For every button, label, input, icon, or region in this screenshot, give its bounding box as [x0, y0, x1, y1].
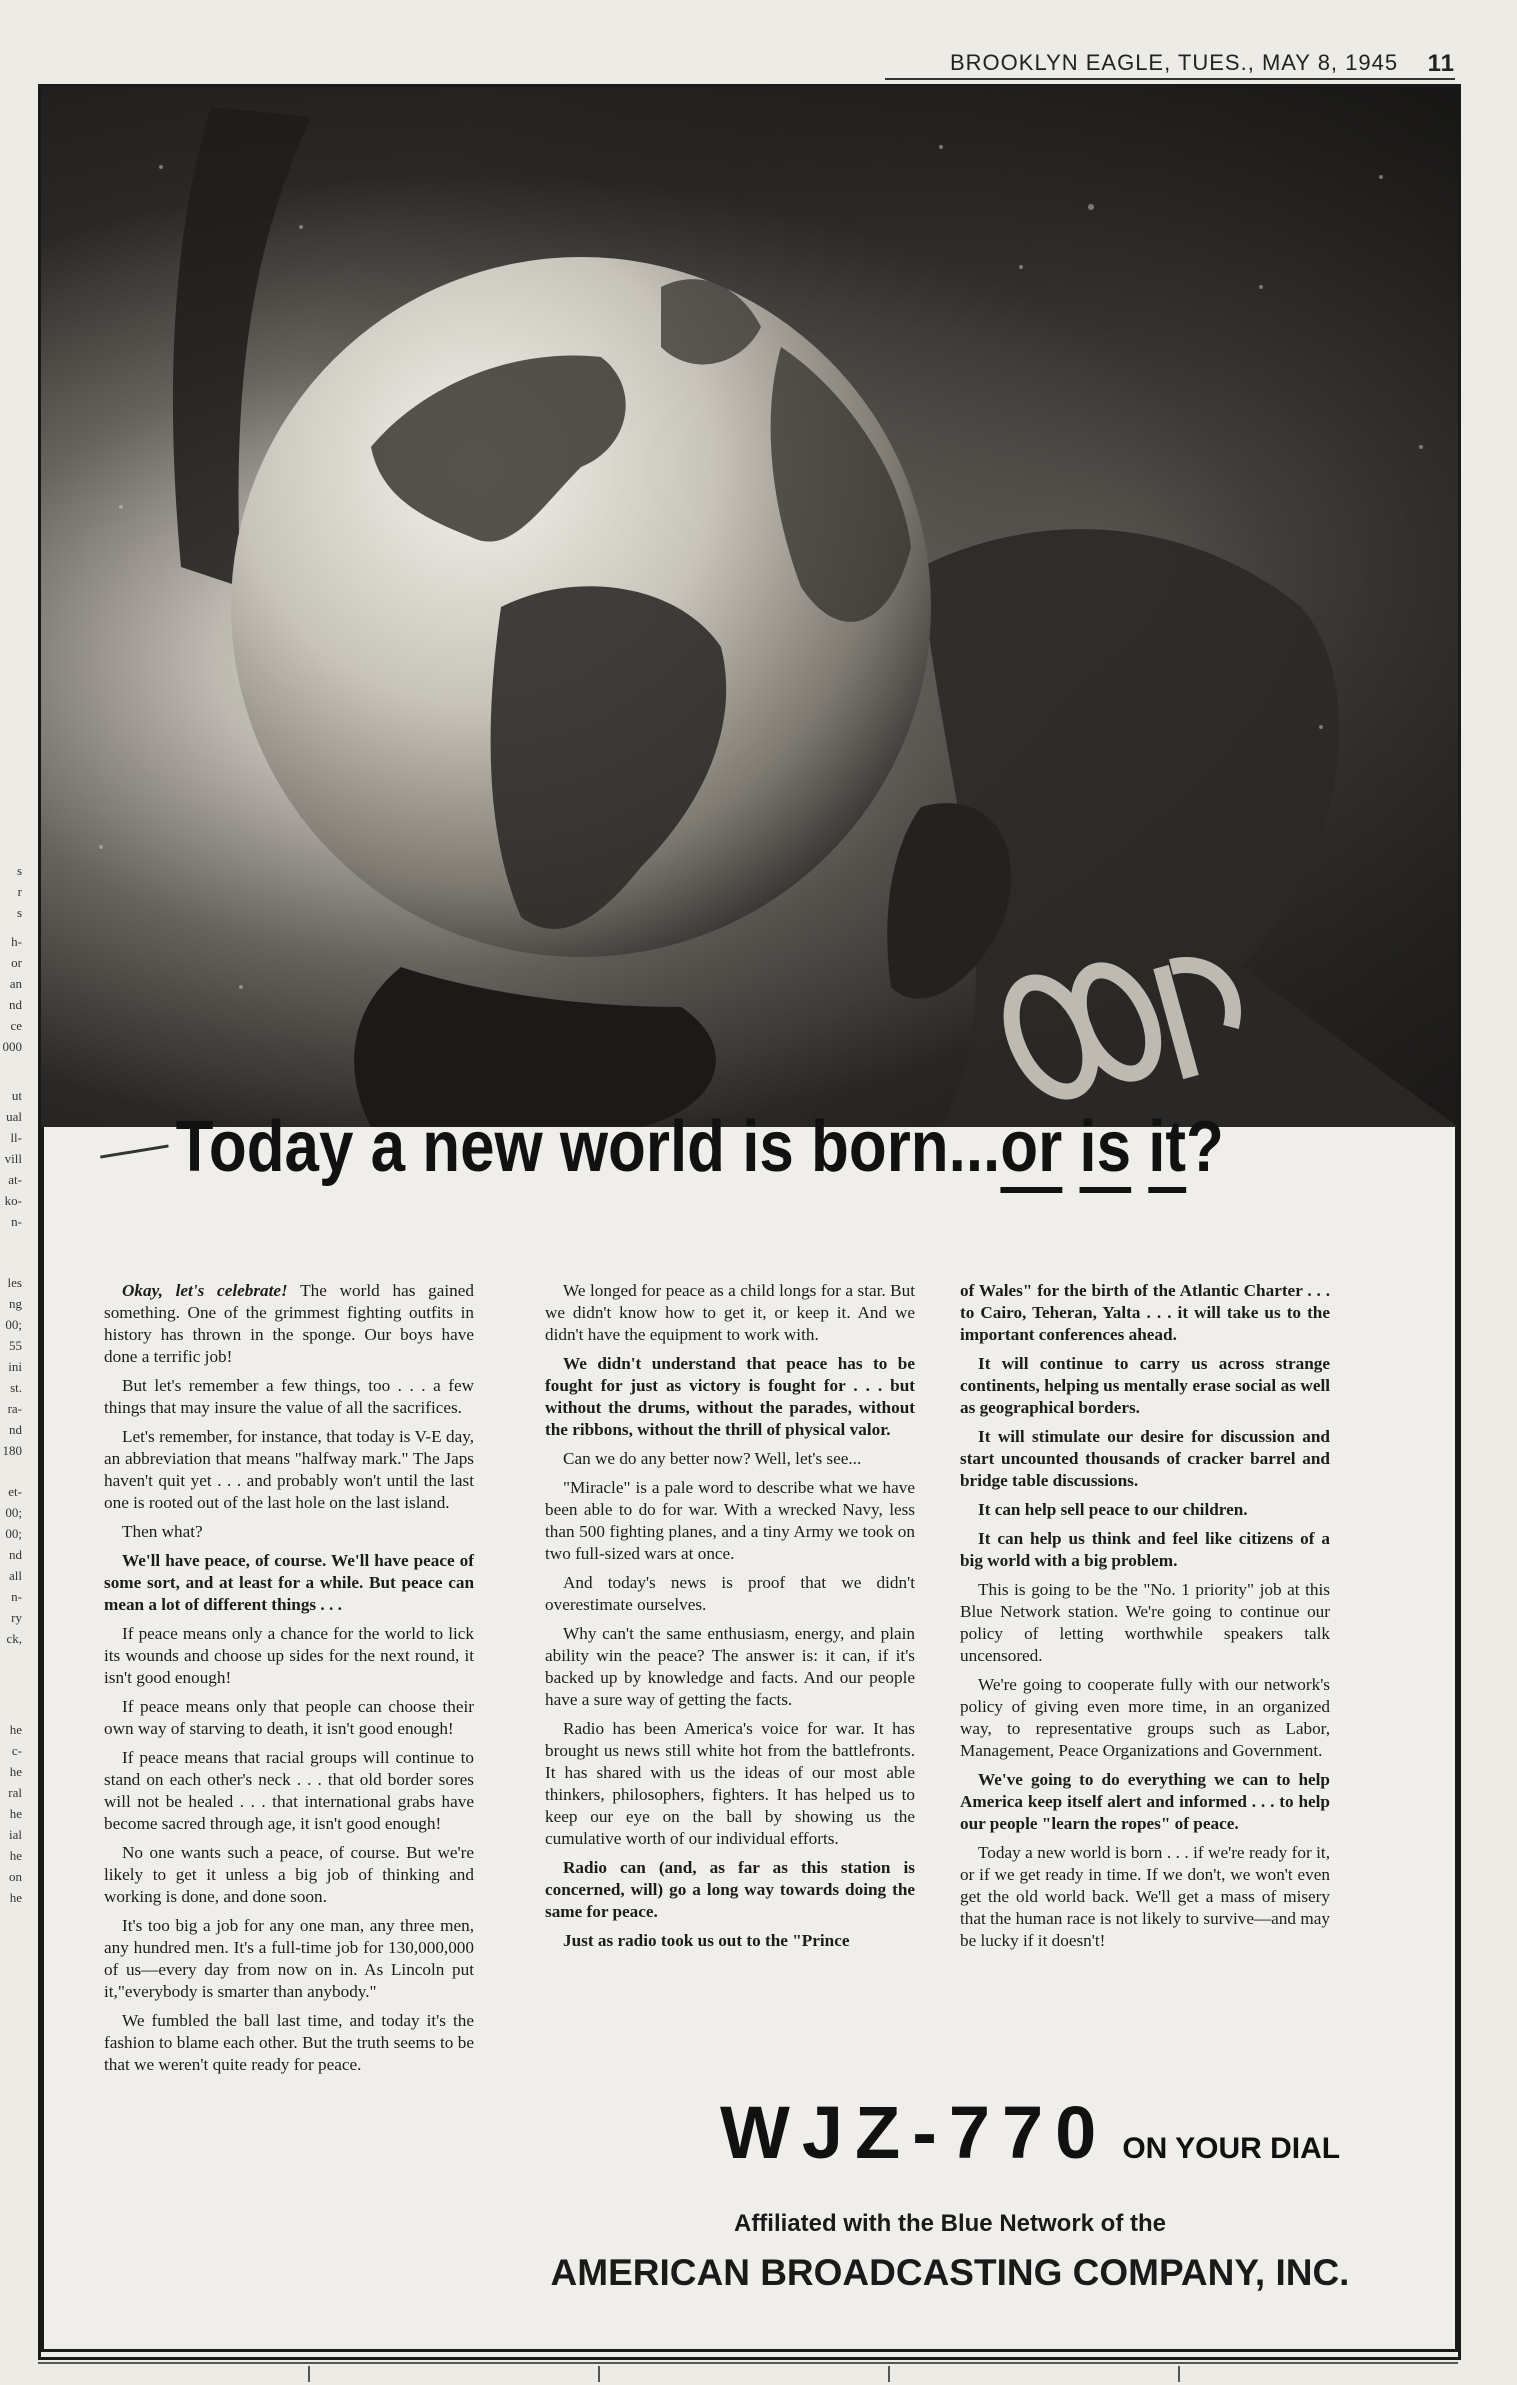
paragraph: [104, 1280, 474, 1368]
paragraph: [960, 1528, 1330, 1572]
footer-rule: [38, 2362, 1458, 2384]
paragraph: [104, 1842, 474, 1908]
paragraph-text: And today's news is proof that we didn't overestimate ourselves.: [545, 1573, 915, 1614]
paragraph-text: But let's remember a few things, too . . . a few things that may insure the value of all the sacrifices.: [104, 1376, 474, 1417]
fragment-text: ral: [8, 1785, 22, 1800]
paragraph-text: Today a new world is born . . . if we're ready for it, or if we get ready in time. If we don't, we won't even get the old world back. We'll get a mass of misery that the human race is not likely to survive—and may be lucky if it doesn't!: [960, 1843, 1330, 1950]
paragraph-text: We didn't understand that peace has to be fought for just as victory is fought for . . . but without the drums, without the parades, without the ribbons, without the thrill of physical valor.: [545, 1354, 915, 1439]
headline-question-mark: ?: [1186, 1107, 1224, 1187]
paragraph-text: If peace means only that people can choose their own way of starving to death, it isn't good enough!: [104, 1697, 474, 1738]
fragment-text: n-: [11, 1214, 22, 1229]
paragraph: [960, 1280, 1330, 1346]
fragment-text: les: [7, 1275, 22, 1290]
paragraph-text: We longed for peace as a child longs for a star. But we didn't know how to get it, or keep it. And we didn't have the equipment to work with.: [545, 1281, 915, 1344]
paragraph-text: We'll have peace, of course. We'll have peace of some sort, and at least for a while. But peace can mean a lot of different things . . .: [104, 1551, 474, 1614]
paragraph-text: It can help us think and feel like citizens of a big world with a big problem.: [960, 1529, 1330, 1570]
masthead-rule: [885, 78, 1455, 80]
paragraph: [960, 1579, 1330, 1667]
fragment-text: 00;: [5, 1505, 22, 1520]
fragment-text: 00;: [5, 1317, 22, 1332]
paragraph-text: Radio has been America's voice for war. It has brought us news still white hot from the battlefronts. It has shared with us the ideas of our most able thinkers, philosophers, fighters. It has helped us to keep our eye on the ball by showing us the cumulative worth of our individual efforts.: [545, 1719, 915, 1848]
footer-divider: [1178, 2366, 1180, 2382]
fragment-text: ini: [8, 1359, 22, 1374]
fragment-text: ry: [11, 1610, 22, 1625]
fragment-text: ial: [9, 1827, 22, 1842]
paragraph: [545, 1718, 915, 1850]
call-letters: WJZ-770: [720, 2091, 1109, 2174]
fragment-text: at-: [8, 1172, 22, 1187]
fragment-text: ko-: [4, 1193, 22, 1208]
paragraph-text: It will stimulate our desire for discussion and start uncounted thousands of cracker barrel and bridge table discussions.: [960, 1427, 1330, 1490]
paragraph: [545, 1930, 915, 1952]
paragraph: [960, 1769, 1330, 1835]
lead-phrase: Okay, let's celebrate!: [122, 1281, 288, 1300]
headline-is: is: [1079, 1107, 1131, 1193]
paragraph: [104, 1550, 474, 1616]
paragraph-text: We fumbled the ball last time, and today it's the fashion to blame each other. But the truth seems to be that we weren't quite ready for peace.: [104, 2011, 474, 2074]
company-name: AMERICAN BROADCASTING COMPANY, INC.: [550, 2252, 1350, 2293]
paragraph: [545, 1448, 915, 1470]
paragraph-text: It's too big a job for any one man, any three men, any hundred men. It's a full-time job for 130,000,000 of us—every day from now on in. As Lincoln put it,"everybody is smarter than anybody.": [104, 1916, 474, 2001]
headline-or: or: [1000, 1107, 1062, 1193]
fragment-text: 55: [9, 1338, 22, 1353]
paragraph: [104, 1623, 474, 1689]
paragraph-text: Can we do any better now? Well, let's see...: [563, 1449, 862, 1468]
fragment-text: ual: [6, 1109, 22, 1124]
globe-in-hand-photo: [41, 87, 1458, 1127]
headline-ellipsis: ...: [948, 1107, 1001, 1187]
fragment-text: h-: [11, 934, 22, 949]
paragraph: [960, 1674, 1330, 1762]
paragraph: [545, 1477, 915, 1565]
fragment-text: c-: [11, 1743, 22, 1758]
paragraph-text: Then what?: [122, 1522, 203, 1541]
paragraph-text: of Wales" for the birth of the Atlantic Charter . . . to Cairo, Teheran, Yalta . . . it will take us to the important conferences ahead.: [960, 1281, 1330, 1344]
masthead: [885, 44, 1485, 84]
fragment-text: 00;: [5, 1526, 22, 1541]
fragment-text: ra-: [7, 1401, 22, 1416]
paragraph-text: We've going to do everything we can to help America keep itself alert and informed . . . to help our people "learn the ropes" of peace.: [960, 1770, 1330, 1833]
fragment-text: 000: [2, 1039, 22, 1054]
fragment-text: vill: [4, 1151, 22, 1166]
paragraph: [104, 1747, 474, 1835]
paragraph-text: If peace means that racial groups will continue to stand on each other's neck . . . that old border sores will not be healed . . . that international grabs have become sacred through age, it isn't good enough!: [104, 1748, 474, 1833]
fragment-text: s: [16, 905, 22, 920]
paragraph-text: Just as radio took us out to the "Prince: [563, 1931, 850, 1950]
fragment-text: ll-: [10, 1130, 22, 1145]
headline: [100, 1106, 1224, 1196]
fragment-text: nd: [9, 997, 22, 1012]
paragraph-text: "Miracle" is a pale word to describe what we have been able to do for war. With a wrecked Navy, less than 500 fighting planes, and a tiny Army we took on two full-sized wars at once.: [545, 1478, 915, 1563]
paragraph: [960, 1426, 1330, 1492]
paragraph: [104, 1375, 474, 1419]
fragment-text: he: [9, 1848, 22, 1863]
body-column-1: [104, 1280, 474, 2083]
paragraph: [545, 1572, 915, 1616]
paragraph: [960, 1353, 1330, 1419]
body-column-3: [960, 1280, 1330, 1959]
paragraph-text: Radio can (and, as far as this station is concerned, will) go a long way towards doing the same for peace.: [545, 1858, 915, 1921]
fragment-text: 180: [2, 1443, 22, 1458]
fragment-text: he: [9, 1722, 22, 1737]
paragraph-text: If peace means only a chance for the world to lick its wounds and choose up sides for the next round, it isn't good enough!: [104, 1624, 474, 1687]
headline-main: Today a new world is born: [175, 1107, 949, 1187]
paragraph-text: We're going to cooperate fully with our network's policy of giving even more time, in an organized way, to representative groups such as Labor, Management, Peace Organizations and Government.: [960, 1675, 1330, 1760]
fragment-text: n-: [11, 1589, 22, 1604]
fragment-text: ut: [11, 1088, 22, 1103]
fragment-text: he: [9, 1764, 22, 1779]
paragraph-text: The world has gained something. One of the grimmest fighting outfits in history has thrown in the sponge. Our boys have done a terrific job!: [104, 1281, 474, 1366]
footer-divider: [888, 2366, 890, 2382]
fragment-text: s: [16, 863, 22, 878]
on-your-dial: ON YOUR DIAL: [1122, 2132, 1341, 2165]
fragment-text: or: [11, 955, 22, 970]
fragment-text: on: [9, 1869, 22, 1884]
page-number: 11: [1427, 50, 1455, 77]
fragment-text: nd: [9, 1422, 22, 1437]
fragment-text: an: [9, 976, 22, 991]
edition-line: BROOKLYN EAGLE, TUES., MAY 8, 1945: [950, 50, 1399, 75]
fragment-text: nd: [9, 1547, 22, 1562]
paragraph-text: It can help sell peace to our children.: [978, 1500, 1248, 1519]
paragraph: [104, 2010, 474, 2076]
paragraph-text: It will continue to carry us across strange continents, helping us mentally erase social as well as geographical borders.: [960, 1354, 1330, 1417]
paragraph-text: Let's remember, for instance, that today is V-E day, an abbreviation that means "halfway mark." The Japs haven't quit yet . . . and probably won't until the last one is rooted out of the last hole on the last island.: [104, 1427, 474, 1512]
paragraph: [104, 1915, 474, 2003]
paragraph: [545, 1623, 915, 1711]
headline-dash: [100, 1145, 168, 1159]
paragraph: [545, 1857, 915, 1923]
fragment-text: ng: [9, 1296, 22, 1311]
paragraph: [545, 1280, 915, 1346]
paragraph: [104, 1521, 474, 1543]
adjacent-column-fragment: [0, 60, 22, 2380]
footer-divider: [598, 2366, 600, 2382]
headline-it: it: [1148, 1107, 1186, 1193]
paragraph: [545, 1353, 915, 1441]
paragraph: [960, 1499, 1330, 1521]
fragment-text: ck,: [6, 1631, 22, 1646]
fragment-text: he: [9, 1890, 22, 1905]
station-id: [720, 2090, 1340, 2175]
paragraph-text: No one wants such a peace, of course. But we're likely to get it unless a big job of thinking and working is done, and done soon.: [104, 1843, 474, 1906]
globe-illustration: [41, 87, 1458, 1127]
fragment-text: et-: [8, 1484, 22, 1499]
fragment-text: st.: [10, 1380, 22, 1395]
body-column-2: [545, 1280, 915, 1959]
fragment-text: r: [17, 884, 22, 899]
affiliation-line: Affiliated with the Blue Network of the: [733, 2210, 1166, 2237]
fragment-text: ce: [10, 1018, 22, 1033]
footer-divider: [308, 2366, 310, 2382]
paragraph: [104, 1696, 474, 1740]
fragment-text: he: [9, 1806, 22, 1821]
paragraph: [960, 1842, 1330, 1952]
paragraph-text: Why can't the same enthusiasm, energy, and plain ability win the peace? The answer is: it can, if it's backed up by knowledge and facts. And our people have a sure way of getting the facts.: [545, 1624, 915, 1709]
paragraph: [104, 1426, 474, 1514]
paragraph-text: This is going to be the "No. 1 priority" job at this Blue Network station. We're going to continue our policy of letting worthwhile speakers talk uncensored.: [960, 1580, 1330, 1665]
fragment-text: all: [9, 1568, 22, 1583]
